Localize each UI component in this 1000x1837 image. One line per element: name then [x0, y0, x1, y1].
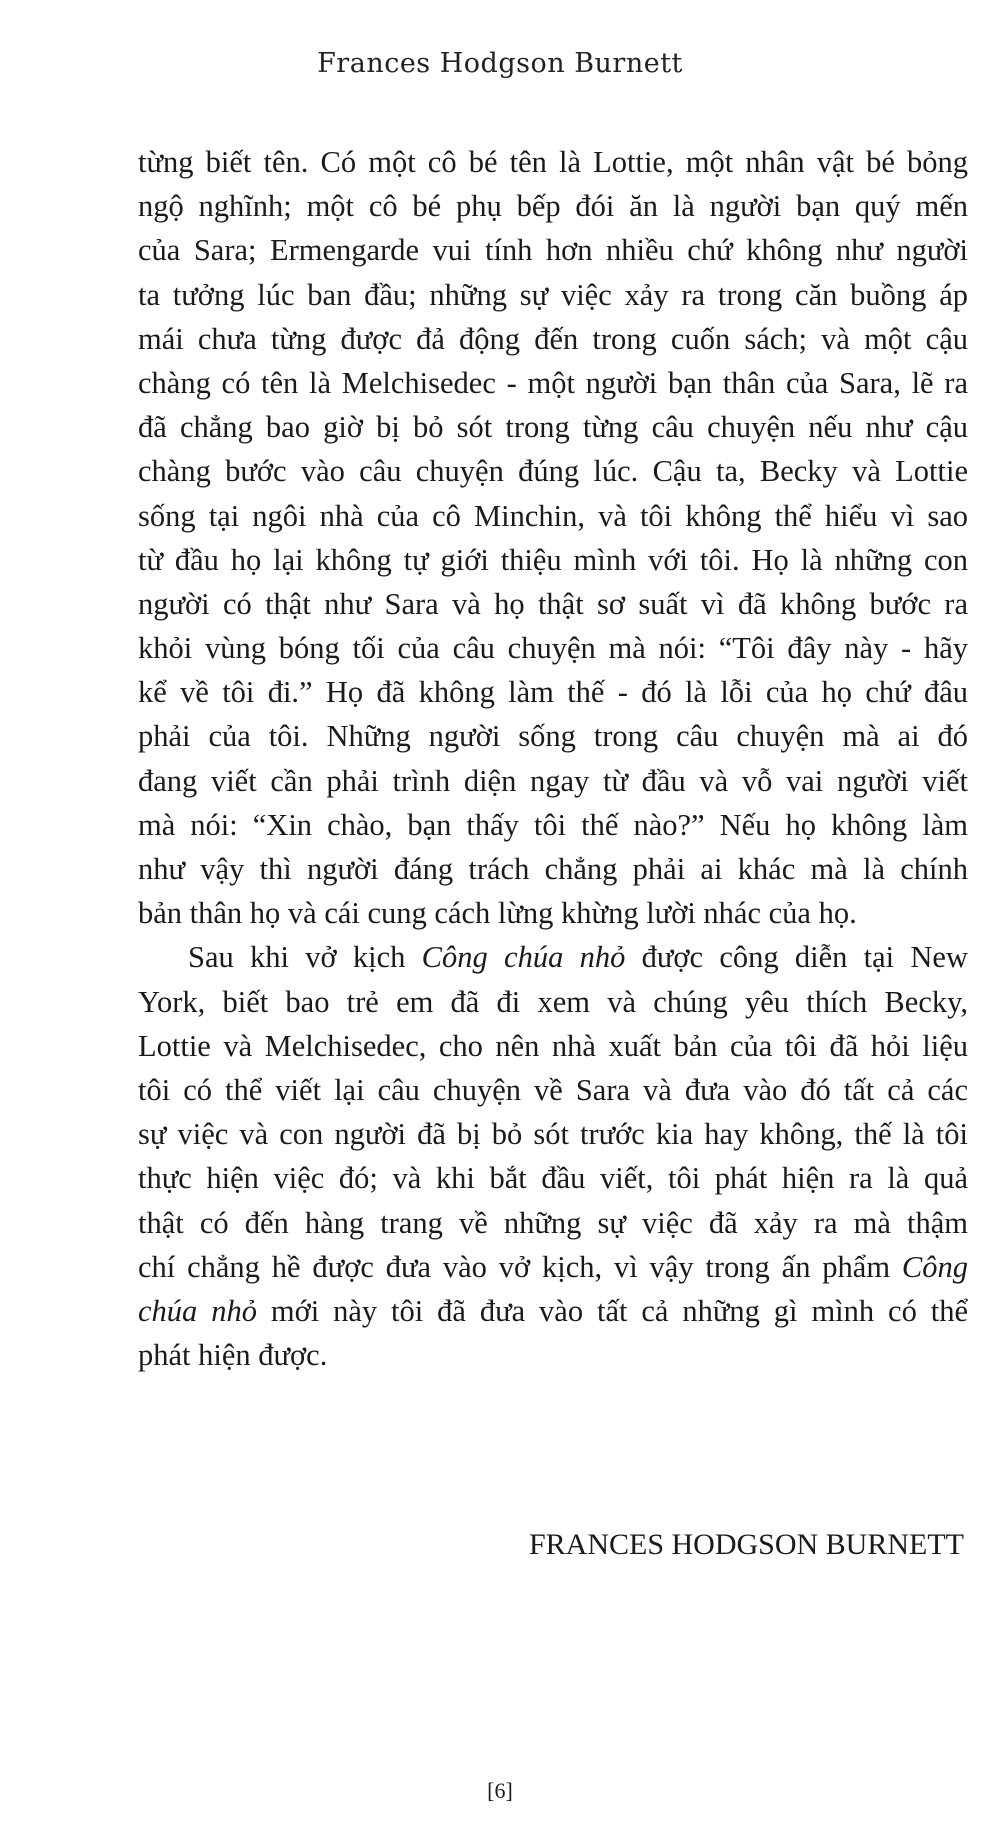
text-line: sống tại ngôi nhà của cô Minchin, và tôi không thể hiểu vì sao: [138, 498, 968, 533]
book-title: Công chúa nhỏ: [421, 940, 626, 975]
text-line: như vậy thì người đáng trách chẳng phải ai khác mà là chính: [138, 852, 968, 886]
text-line: kể về tôi đi.” Họ đã không làm thế - đó là lỗi của họ chứ đâu: [138, 675, 968, 710]
text-run: mới này tôi đã đưa vào tất cả những gì mình có thể: [256, 1293, 968, 1328]
running-head: Frances Hodgson Burnett: [317, 48, 683, 79]
text-line: tôi có thể viết lại câu chuyện về Sara và đưa vào đó tất cả các: [138, 1072, 968, 1107]
text-line: khỏi vùng bóng tối của câu chuyện mà nói: “Tôi đây này - hãy: [138, 631, 968, 666]
book-title: Công: [901, 1249, 968, 1284]
text-line: thật có đến hàng trang về những sự việc đã xảy ra mà thậm: [138, 1205, 968, 1240]
book-title: chúa nhỏ: [138, 1293, 257, 1328]
text-line: từ đầu họ lại không tự giới thiệu mình với tôi. Họ là những con: [138, 542, 968, 577]
text-run: chí chẳng hề được đưa vào vở kịch, vì vậy trong ấn phẩm: [138, 1249, 902, 1284]
text-line: York, biết bao trẻ em đã đi xem và chúng yêu thích Becky,: [138, 984, 968, 1019]
text-run: Sau khi vở kịch: [188, 940, 422, 975]
text-line: đang viết cần phải trình diện ngay từ đầu và vỗ vai người viết: [138, 763, 968, 798]
text-run: được công diễn tại New: [625, 940, 968, 975]
text-line: ngộ nghĩnh; một cô bé phụ bếp đói ăn là người bạn quý mến: [138, 189, 968, 224]
text-line: thực hiện việc đó; và khi bắt đầu viết, tôi phát hiện ra là quả: [138, 1161, 968, 1196]
text-line: người có thật như Sara và họ thật sơ suất vì đã không bước ra: [138, 586, 968, 621]
text-line: phải của tôi. Những người sống trong câu chuyện mà ai đó: [138, 719, 968, 754]
text-line: mà nói: “Xin chào, bạn thấy tôi thế nào?” Nếu họ không làm: [138, 807, 968, 842]
body-text: [138, 140, 968, 1377]
text-line: chàng bước vào câu chuyện đúng lúc. Cậu ta, Becky và Lottie: [138, 454, 968, 489]
text-line: của Sara; Ermengarde vui tính hơn nhiều chứ không như người: [138, 233, 968, 268]
text-line: ta tưởng lúc ban đầu; những sự việc xảy ra trong căn buồng áp: [138, 277, 968, 312]
author-signature: FRANCES HODGSON BURNETT: [528, 1528, 964, 1561]
text-line: đã chẳng bao giờ bị bỏ sót trong từng câu chuyện nếu như cậu: [138, 410, 968, 445]
text-line: từng biết tên. Có một cô bé tên là Lottie, một nhân vật bé bỏng: [138, 145, 968, 179]
text-line: mái chưa từng được đả động đến trong cuốn sách; và một cậu: [138, 321, 968, 356]
text-line: [138, 1245, 968, 1289]
text-line: phát hiện được.: [138, 1338, 328, 1373]
page-number: [6]: [487, 1778, 513, 1803]
text-line: [138, 1289, 968, 1333]
text-line: bản thân họ và cái cung cách lừng khừng lười nhác của họ.: [138, 896, 857, 931]
text-line: chàng có tên là Melchisedec - một người bạn thân của Sara, lẽ ra: [138, 365, 968, 400]
text-line: [138, 935, 968, 979]
text-line: sự việc và con người đã bị bỏ sót trước kia hay không, thế là tôi: [138, 1117, 968, 1152]
text-line: Lottie và Melchisedec, cho nên nhà xuất bản của tôi đã hỏi liệu: [138, 1028, 968, 1063]
